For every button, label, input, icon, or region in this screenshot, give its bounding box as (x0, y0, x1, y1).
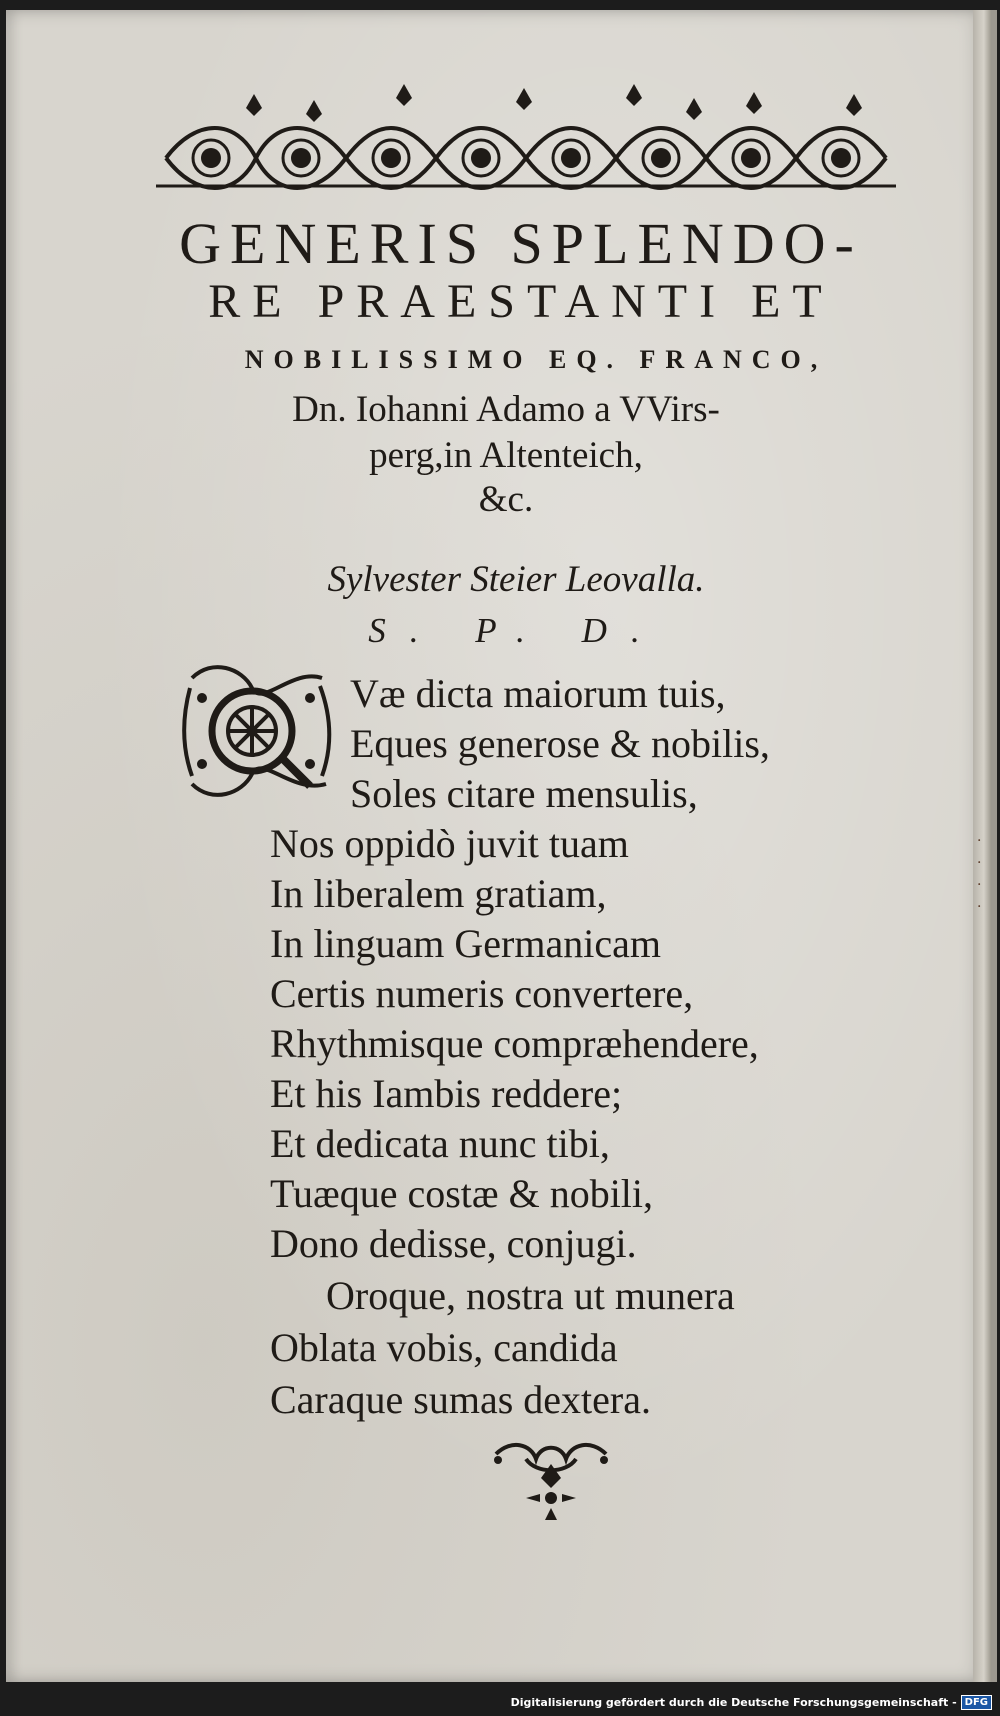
bottom-fleuron-icon (486, 1434, 616, 1524)
book-page (6, 10, 997, 1682)
page-edge (973, 10, 991, 1682)
address-line-2: Dn. Iohanni Adamo a VVirs- (292, 389, 720, 430)
sender-name: Sylvester Steier Leovalla. (327, 559, 705, 600)
address-line-4: &c. (478, 479, 534, 520)
poem-line-12: Dono dedisse, conjugi. (270, 1221, 637, 1266)
poem-line-11: Tuæque costæ & nobili, (270, 1171, 654, 1216)
greeting-abbrev: S. P. D. (368, 611, 664, 650)
poem-line-13: Oroque, nostra ut munera (326, 1273, 735, 1318)
title-line-2: RE PRAESTANTI ET (208, 275, 834, 328)
credit-text: Digitalisierung gefördert durch die Deutsche Forschungsgemeinschaft - (510, 1695, 957, 1709)
top-ornament-band (156, 78, 896, 208)
poem-line-15: Caraque sumas dextera. (270, 1377, 651, 1422)
title-line-1: GENERIS SPLENDO- (179, 211, 863, 276)
poem-line-4: Nos oppidò juvit tuam (270, 821, 629, 866)
poem-line-8: Rhythmisque compræhendere, (270, 1021, 759, 1066)
poem-line-9: Et his Iambis reddere; (270, 1071, 623, 1116)
poem-line-7: Certis numeris convertere, (270, 971, 694, 1016)
poem-line-1: Væ dicta maiorum tuis, (350, 671, 726, 716)
poem-line-3: Soles citare mensulis, (350, 771, 698, 816)
poem-line-6: In linguam Germanicam (270, 921, 661, 966)
address-line-1: NOBILISSIMO EQ. FRANCO, (244, 345, 828, 374)
edge-ink-marks: · · · · (977, 833, 982, 915)
poem-line-10: Et dedicata nunc tibi, (270, 1121, 610, 1166)
decorated-initial (182, 658, 336, 804)
dfg-logo: DFG (961, 1695, 992, 1710)
digitization-credit (511, 1690, 992, 1714)
poem-line-14: Oblata vobis, candida (270, 1325, 618, 1370)
initial-ornament-icon (182, 658, 336, 804)
poem-line-5: In liberalem gratiam, (270, 871, 607, 916)
poem-line-2: Eques generose & nobilis, (350, 721, 770, 766)
address-line-3: perg,in Altenteich, (369, 435, 643, 476)
